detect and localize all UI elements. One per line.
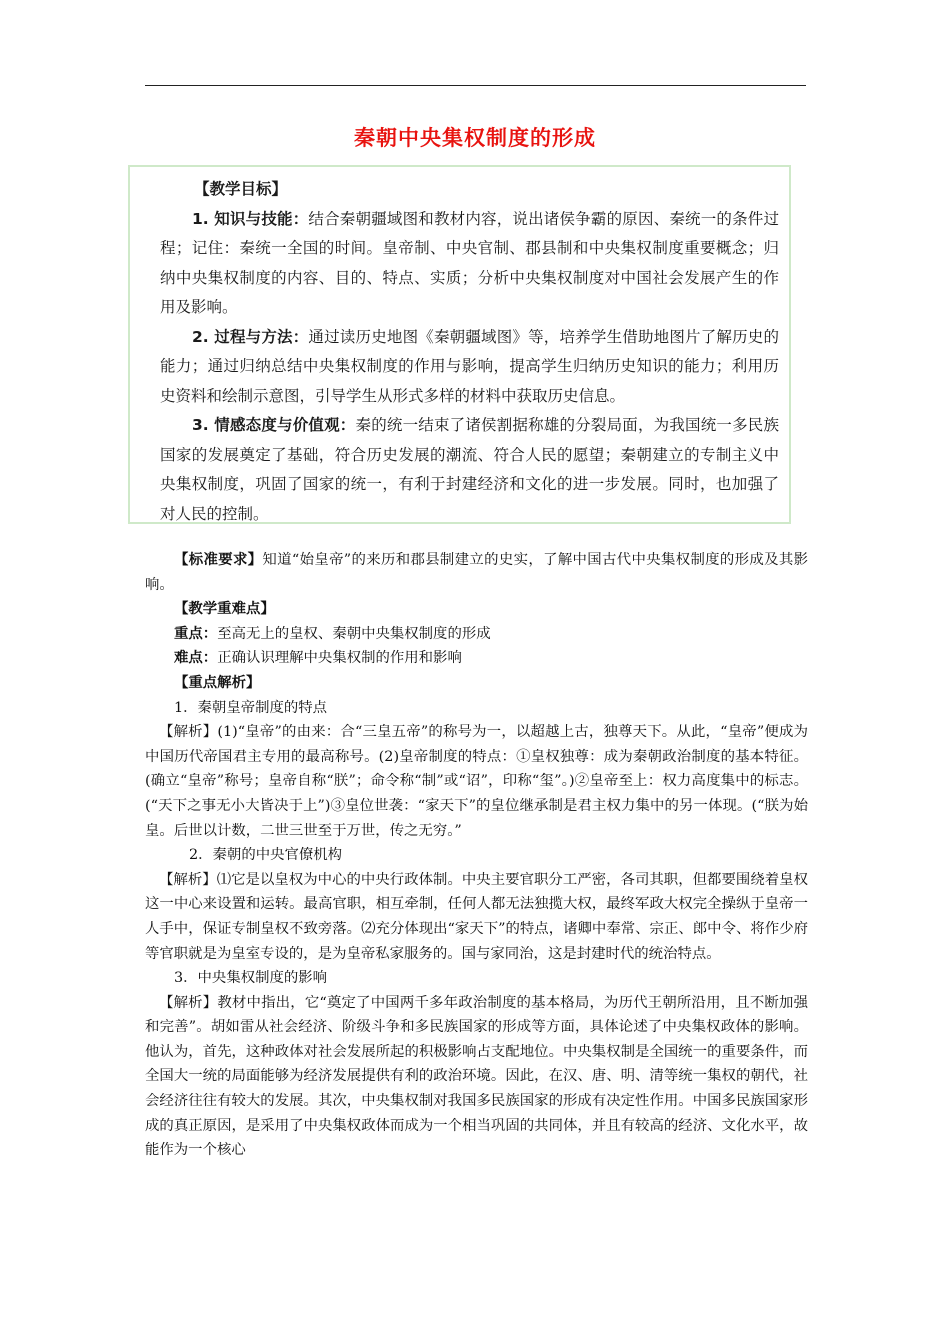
goals-heading: 【教学目标】 xyxy=(194,180,288,198)
point2-analysis xyxy=(145,868,808,966)
teaching-goals-box xyxy=(128,165,791,524)
key-point xyxy=(145,622,808,647)
standard-text: 知道“始皇帝”的来历和郡县制建立的史实，了解中国古代中央集权制度的形成及其影响。 xyxy=(145,552,808,593)
page-title: 秦朝中央集权制度的形成 xyxy=(354,126,596,150)
hard-point xyxy=(145,646,808,671)
point3-analysis xyxy=(145,991,808,1163)
goal-emotion xyxy=(160,411,779,529)
hard-point-text: 正确认识理解中央集权制的作用和影响 xyxy=(217,650,462,667)
hard-point-label: 难点： xyxy=(174,649,218,667)
standard-label: 【标准要求】 xyxy=(174,551,263,568)
goal-process-text: 通过读历史地图《秦朝疆域图》等，培养学生借助地图片了解历史的能力；通过归纳总结中央集权制度的作用与影响，提高学生归纳历史知识的能力；利用历史资料和绘制示意图，引导学生从形式多样的材料中获取历史信息。 xyxy=(160,327,779,405)
goal-knowledge xyxy=(160,205,779,323)
difficulty-heading: 【教学重难点】 xyxy=(174,600,275,618)
point3-text: 教材中指出，它“奠定了中国两千多年政治制度的基本格局，为历代王朝所沿用，且不断加强和完善”。胡如雷从社会经济、阶级斗争和多民族国家的形成等方面，具体论述了中央集权政体的影响。他认为，首先，这种政体对社会发展所起的积极影响占支配地位。中央集权制是全国统一的重要条件，而全国大一统的局面能够为经济发展提供有利的政治环境。因此，在汉、唐、明、清等统一集权的朝代，社会经济往往有较大的发展。其次，中央集权制对我国多民族国家的形成有决定性作用。中国多民族国家形成的真正原因，是采用了中央集权政体而成为一个相当巩固的共同体，并且有较高的经济、文化水平，故能作为一个核心 xyxy=(145,994,808,1159)
point1-title: 1．秦朝皇帝制度的特点 xyxy=(174,699,328,716)
point1-label: 【解析】 xyxy=(159,724,218,741)
point1-analysis xyxy=(145,720,808,843)
key-point-label: 重点： xyxy=(174,624,218,642)
header-rule xyxy=(145,85,806,86)
main-content xyxy=(145,548,808,1163)
goal-process-label: 2. 过程与方法： xyxy=(192,327,309,346)
goal-emotion-text: 秦的统一结束了诸侯割据称雄的分裂局面，为我国统一多民族国家的发展奠定了基础，符合历史发展的潮流、符合人民的愿望；秦朝建立的专制主义中央集权制度，巩固了国家的统一，有利于封建经济和文化的进一步发展。同时，也加强了对人民的控制。 xyxy=(160,416,779,523)
point2-title: 2．秦朝的中央官僚机构 xyxy=(189,847,343,864)
point3-title: 3．中央集权制度的影响 xyxy=(174,970,328,987)
point1-text: (1)“皇帝”的由来：合“三皇五帝”的称号为一，以超越上古，独尊天下。从此，“皇帝”便成为中国历代帝国君主专用的最高称号。(2)皇帝制度的特点：①皇权独尊：成为秦朝政治制度的基本特征。(确立“皇帝”称号；皇帝自称“朕”；命令称“制”或“诏”，印称“玺”。)②皇帝至上：权力高度集中的标志。(“天下之事无小大皆决于上”)③皇位世袭：“家天下”的皇位继承制是君主权力集中的另一体现。(“朕为始皇。后世以计数，二世三世至于万世，传之无穷。” xyxy=(145,724,808,839)
point2-label: 【解析】 xyxy=(159,871,217,888)
standard-paragraph xyxy=(145,548,808,597)
goal-emotion-label: 3. 情感态度与价值观： xyxy=(192,416,356,434)
point3-label: 【解析】 xyxy=(159,994,218,1011)
goal-knowledge-label: 1. 知识与技能： xyxy=(192,209,309,228)
analysis-heading: 【重点解析】 xyxy=(174,673,261,691)
goal-knowledge-text: 结合秦朝疆域图和教材内容，说出诸侯争霸的原因、秦统一的条件过程；记住：秦统一全国的时间。皇帝制、中央官制、郡县制和中央集权制度重要概念；归纳中央集权制度的内容、目的、特点、实质；分析中央集权制度对中国社会发展产生的作用及影响。 xyxy=(160,209,779,316)
point2-text: ⑴它是以皇权为中心的中央行政体制。中央主要官职分工严密，各司其职，但都要围绕着皇权这一中心来设置和运转。最高官职，相互牵制，任何人都无法独揽大权，最终军政大权完全操纵于皇帝一人手中，保证专制皇权不致旁落。⑵充分体现出“家天下”的特点，诸卿中奉常、宗正、郎中令、将作少府等官职就是为皇室专设的，是为皇帝私家服务的。国与家同治，这是封建时代的统治特点。 xyxy=(145,871,808,962)
goal-process xyxy=(160,323,779,412)
key-point-text: 至高无上的皇权、秦朝中央集权制度的形成 xyxy=(217,625,491,642)
